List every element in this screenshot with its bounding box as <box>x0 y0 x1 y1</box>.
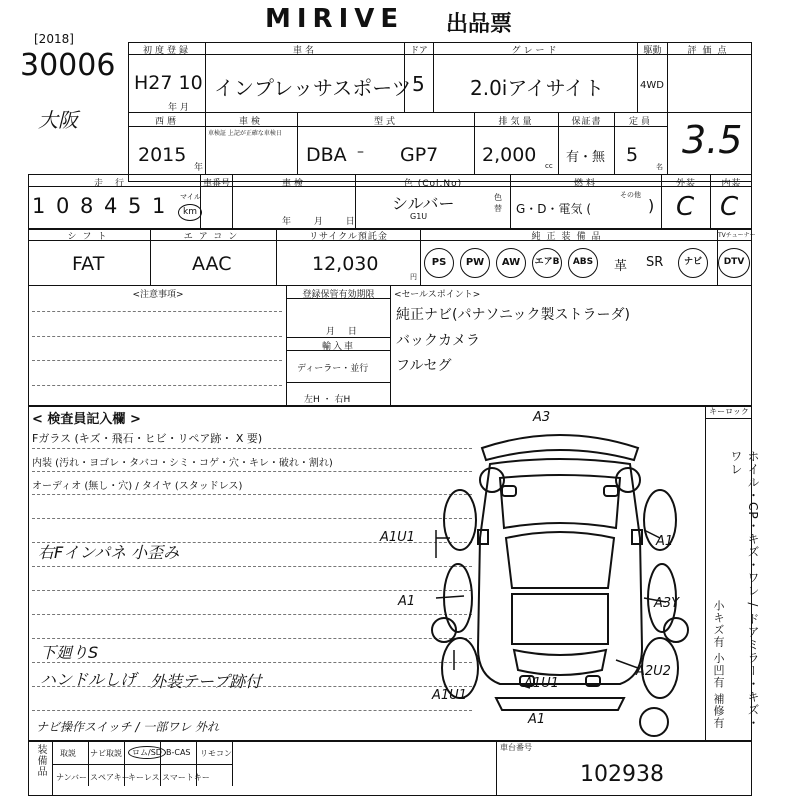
location: 大阪 <box>38 108 78 132</box>
handwritten-note-3: ハンドルしげ <box>40 670 137 689</box>
mileage-unit-mile: マイル <box>180 193 201 201</box>
accessory-keyless: キーレス <box>128 773 160 782</box>
first-reg-value: H27 10 <box>134 72 203 94</box>
tv-tuner-label: TVチューナー <box>718 232 756 239</box>
warranty-value: 有・無 <box>566 150 606 165</box>
inspector-line-glass: Fガラス (キズ・飛石・ヒビ・リペア跡・ X 要) <box>32 432 263 445</box>
document-title: 出品票 <box>446 12 513 37</box>
damage-mark-left-front: A1U1 <box>380 530 415 545</box>
right-column-notes-2: 小キズ有 小凹有 補修有 <box>712 600 725 729</box>
color-change: 色替 <box>494 193 502 213</box>
equip-airbag-badge: エアB <box>532 248 562 278</box>
damage-mark-right-door: A3Y <box>654 596 680 611</box>
handwritten-note-1: 右Fインパネ 小歪み <box>38 543 180 562</box>
model-prefix: DBA <box>306 144 347 166</box>
shift-label: シフト <box>67 232 113 242</box>
recycle-label: リサイクル預託金 <box>309 232 388 242</box>
equip-ps-badge: PS <box>424 248 454 278</box>
damage-mark-rear: A1 <box>528 712 546 727</box>
sales-point-label: <セールスポイント> <box>394 290 481 300</box>
right-column-notes: ホイル・CP・キズ・ワレ / ドアミラー・キズ・ワレ <box>729 450 760 730</box>
damage-mark-left-door: A1 <box>398 594 416 609</box>
exterior-label: 外装 <box>675 179 696 189</box>
score-value: 3.5 <box>682 118 743 162</box>
caution-label: <注意事項> <box>132 290 184 300</box>
chassis-value: 102938 <box>580 762 664 787</box>
model-label: 型式 <box>373 117 398 127</box>
accessory-navi-manual: ナビ取説 <box>90 749 122 758</box>
steering-label: 左H ・ 右H <box>304 395 351 405</box>
first-reg-label: 初度登録 <box>142 46 191 56</box>
doors-label: ドア <box>410 46 428 56</box>
recycle-value: 12,030 <box>312 253 379 275</box>
accessory-smart-key: スマートキー <box>162 773 210 782</box>
month-day-mark: 月 日 <box>326 327 357 337</box>
handwritten-note-5: ナビ操作スイッチ / 一部ワレ 外れ <box>36 720 220 734</box>
inspector-line-interior: 内装 (汚れ・ヨゴレ・タバコ・シミ・コゲ・穴・キレ・破れ・割れ) <box>32 458 333 469</box>
inspector-title: < 検査員記入欄 > <box>32 412 141 427</box>
handwritten-note-2: 下廻りS <box>40 643 99 662</box>
import-label: 輸入車 <box>321 342 355 352</box>
yen-mark: 円 <box>410 273 417 281</box>
mileage-digit: 4 <box>104 194 118 218</box>
equip-navi-badge: ナビ <box>678 248 708 278</box>
aircon-label: エアコン <box>183 232 244 242</box>
damage-mark-rear-center: A1U1 <box>524 676 559 691</box>
inspector-line-audio: オーディオ (無し・穴) / タイヤ (スタッドレス) <box>32 481 243 492</box>
western-year-value: 2015 <box>138 144 187 166</box>
mileage-unit-km: km <box>178 204 202 221</box>
capacity-value: 5 <box>626 144 639 166</box>
grade-value: 2.0iアイサイト <box>470 76 605 100</box>
car-name-value: インプレッサスポーツ <box>214 76 412 100</box>
year-tag: [2018] <box>34 32 74 46</box>
exterior-value: C <box>676 192 695 222</box>
damage-mark-right-front: A1 <box>656 534 674 549</box>
fuel-value: G・D・電気 ( <box>516 202 592 216</box>
sales-point-2: バックカメラ <box>396 333 480 349</box>
cc-mark: cc <box>545 162 553 170</box>
equip-leather: 革 <box>614 259 628 274</box>
accessory-spare-key: スペアキー <box>90 773 130 782</box>
handwritten-note-4: 外装テープ跡付 <box>150 672 262 691</box>
doors-value: 5 <box>412 72 425 96</box>
key-lock-label: キーロック <box>709 407 749 416</box>
mileage-digit: 1 <box>152 194 166 218</box>
accessory-remote: リモコン <box>200 749 232 758</box>
displacement-value: 2,000 <box>482 144 537 166</box>
damage-mark-front: A3 <box>533 410 551 425</box>
year-mark: 年 <box>194 163 204 173</box>
mileage-digit: 5 <box>128 194 142 218</box>
drive-value: 4WD <box>640 80 664 91</box>
fuel-close: ) <box>648 196 655 215</box>
equipment-label: 純正装備品 <box>531 232 607 242</box>
warranty-label: 保証書 <box>571 117 602 127</box>
mileage-digit: 8 <box>80 194 94 218</box>
inspection-note: 車検証 上記が正確な車検日 <box>208 130 282 137</box>
person-mark: 名 <box>656 163 663 171</box>
inspection-label: 車検 <box>238 117 263 127</box>
lot-number: 30006 <box>20 48 116 83</box>
color-code: G1U <box>410 212 428 221</box>
sales-point-3: フルセグ <box>396 358 452 374</box>
year-month-mark: 年 月 <box>168 103 189 113</box>
equip-aw-badge: AW <box>496 248 526 278</box>
accessory-bcas: B-CAS <box>166 748 191 757</box>
car-name-label: 車名 <box>292 46 317 56</box>
fuel-label: 燃料 <box>573 179 598 189</box>
interior-label: 内装 <box>721 179 742 189</box>
displacement-label: 排気量 <box>498 117 535 127</box>
accessory-number-plate: ナンバー <box>56 773 88 782</box>
sales-point-1: 純正ナビ(パナソニック製ストラーダ) <box>396 307 630 323</box>
recycle-no-label: 車番号 <box>202 179 230 189</box>
color-value: シルバー <box>392 194 455 213</box>
accessory-manual: 取説 <box>60 749 76 758</box>
western-year-label: 西暦 <box>154 117 179 127</box>
accessories-label: 装備品 <box>35 744 46 777</box>
damage-mark-left-rear: A1U1 <box>432 688 467 703</box>
brand-title: MIRIVE <box>265 4 405 34</box>
interior-value: C <box>720 192 739 222</box>
aircon-value: AAC <box>192 253 232 275</box>
registration-expiry-label: 登録保管有効期限 <box>302 290 375 300</box>
model-code: GP7 <box>400 144 439 166</box>
chassis-label: 車台番号 <box>500 743 532 752</box>
capacity-label: 定員 <box>628 117 653 127</box>
damage-mark-right-rear: A2U2 <box>636 664 671 679</box>
mileage-label: 走行 <box>93 179 136 189</box>
mileage-digit: 0 <box>56 194 70 218</box>
drive-label: 駆動 <box>643 46 662 56</box>
equip-sunroof: SR <box>646 255 664 270</box>
color-label: 色 (Col.No) <box>403 179 463 189</box>
vehicle-year-month: 年 月 日 <box>282 217 355 227</box>
accessory-rom-sd: ロム/SD <box>128 746 166 759</box>
dealer-label: ディーラー・並行 <box>297 364 369 374</box>
grade-label: グレード <box>511 46 560 56</box>
score-label: 評価点 <box>687 46 733 56</box>
vehicle-label: 車検 <box>281 179 306 189</box>
shift-value: FAT <box>72 253 105 275</box>
equip-pw-badge: PW <box>460 248 490 278</box>
mileage-digit: 1 <box>32 194 46 218</box>
mileage-digits <box>30 194 176 224</box>
model-dash: – <box>357 144 364 160</box>
fuel-other: その他 <box>620 191 641 199</box>
equip-abs-badge: ABS <box>568 248 598 278</box>
equip-dtv-badge: DTV <box>718 248 750 278</box>
